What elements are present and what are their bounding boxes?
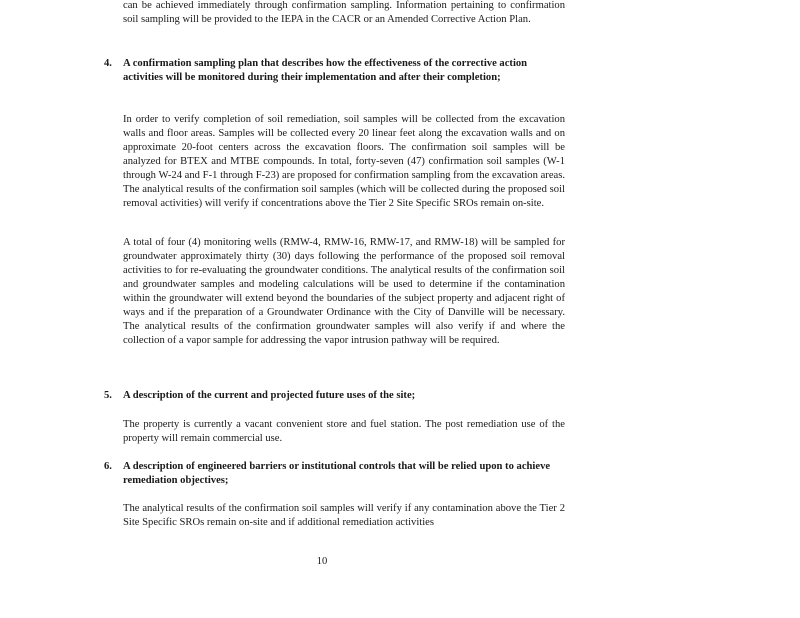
section-4-paragraph-2: A total of four (4) monitoring wells (RMW-4, RMW-16, RMW-17, and RMW-18) will be sampled for groundwater approximately thirty (30) days following the performance of the proposed soil removal activities to for re-evaluating the groundwater conditions. The analytical results of the confirmation soil and groundwater samples and modeling calculations will be used to determine if the contamination within the groundwater will extend beyond the boundaries of the subject property and adjacent right of ways and if the preparation of a Groundwater Ordinance with the City of Danville will be necessary. The analytical results of the confirmation groundwater samples will also verify if and where the collection of a vapor sample for addressing the vapor intrusion pathway will be required.: [123, 237, 565, 346]
section-6-paragraph-1: The analytical results of the confirmation soil samples will verify if any contamination above the Tier 2 Site Specific SROs remain on-site and if additional remediation activities: [123, 503, 565, 528]
section-4-heading: A confirmation sampling plan that describes how the effectiveness of the corrective action activities will be monitored during their implementation and after their completion;: [123, 58, 528, 83]
section-6-heading: A description of engineered barriers or institutional controls that will be relied upon to achieve remediation objectives;: [123, 461, 551, 486]
page-number: 10: [316, 556, 328, 567]
section-4-number: 4.: [104, 58, 112, 69]
section-5-paragraph-1: The property is currently a vacant convenient store and fuel station. The post remediation use of the property will remain commercial use.: [123, 419, 565, 444]
section-5-heading: A description of the current and projected future uses of the site;: [123, 390, 416, 401]
section-6-number: 6.: [104, 461, 112, 472]
section-4-paragraph-1: In order to verify completion of soil remediation, soil samples will be collected from the excavation walls and floor areas. Samples will be collected every 20 linear feet along the excavation walls and on approximate 20-foot centers across the excavation floors. The confirmation soil samples will be analyzed for BTEX and MTBE compounds. In total, forty-seven (47) confirmation soil samples (W-1 through W-24 and F-1 through F-23) are proposed for confirmation sampling from the excavation areas. The analytical results of the confirmation soil samples (which will be collected during the proposed soil removal activities) will verify if concentrations above the Tier 2 Site Specific SROs remain on-site.: [123, 114, 565, 209]
intro-continuation-paragraph: can be achieved immediately through confirmation sampling. Information pertaining to confirmation soil sampling will be provided to the IEPA in the CACR or an Amended Corrective Action Plan.: [123, 0, 565, 25]
section-5-number: 5.: [104, 390, 112, 401]
